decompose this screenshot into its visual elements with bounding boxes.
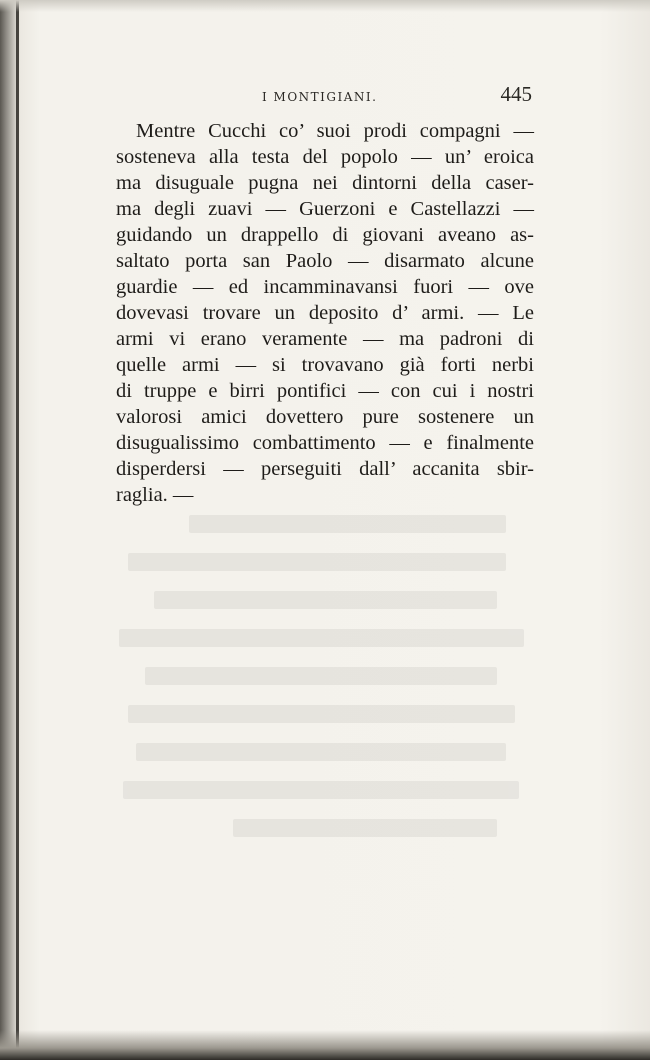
text-line: guidando un drappello di giovani aveano as-	[116, 224, 534, 246]
text-line: raglia. —	[116, 484, 194, 506]
bleed-through-text	[110, 515, 550, 875]
text-line: valorosi amici dovettero pure sostenere un	[116, 406, 534, 428]
text-line: sosteneva alla testa del popolo — un’ eroica	[116, 146, 534, 168]
text-line: armi vi erano veramente — ma padroni di	[116, 328, 534, 350]
text-line: Mentre Cucchi co’ suoi prodi compagni —	[136, 120, 534, 142]
page-gutter-edge	[16, 0, 19, 1060]
page-number: 445	[500, 82, 532, 106]
running-head	[112, 82, 532, 112]
text-line: disugualissimo combattimento — e finalmente	[116, 432, 534, 454]
text-line: di truppe e birri pontifici — con cui i nostri	[116, 380, 534, 402]
text-line: quelle armi — si trovavano già forti nerbi	[116, 354, 534, 376]
text-line: ma disuguale pugna nei dintorni della caser-	[116, 172, 534, 194]
running-title: I MONTIGIANI.	[262, 90, 378, 104]
text-line: guardie — ed incamminavansi fuori — ove	[116, 276, 534, 298]
text-line: ma degli zuavi — Guerzoni e Castellazzi —	[116, 198, 534, 220]
text-line: dovevasi trovare un deposito d’ armi. — Le	[116, 302, 534, 324]
page-top-shadow	[0, 0, 650, 12]
text-line: disperdersi — perseguiti dall’ accanita sbir-	[116, 458, 534, 480]
text-line: saltato porta san Paolo — disarmato alcune	[116, 250, 534, 272]
paragraph	[116, 118, 534, 508]
page-bottom-edge	[0, 1030, 650, 1060]
